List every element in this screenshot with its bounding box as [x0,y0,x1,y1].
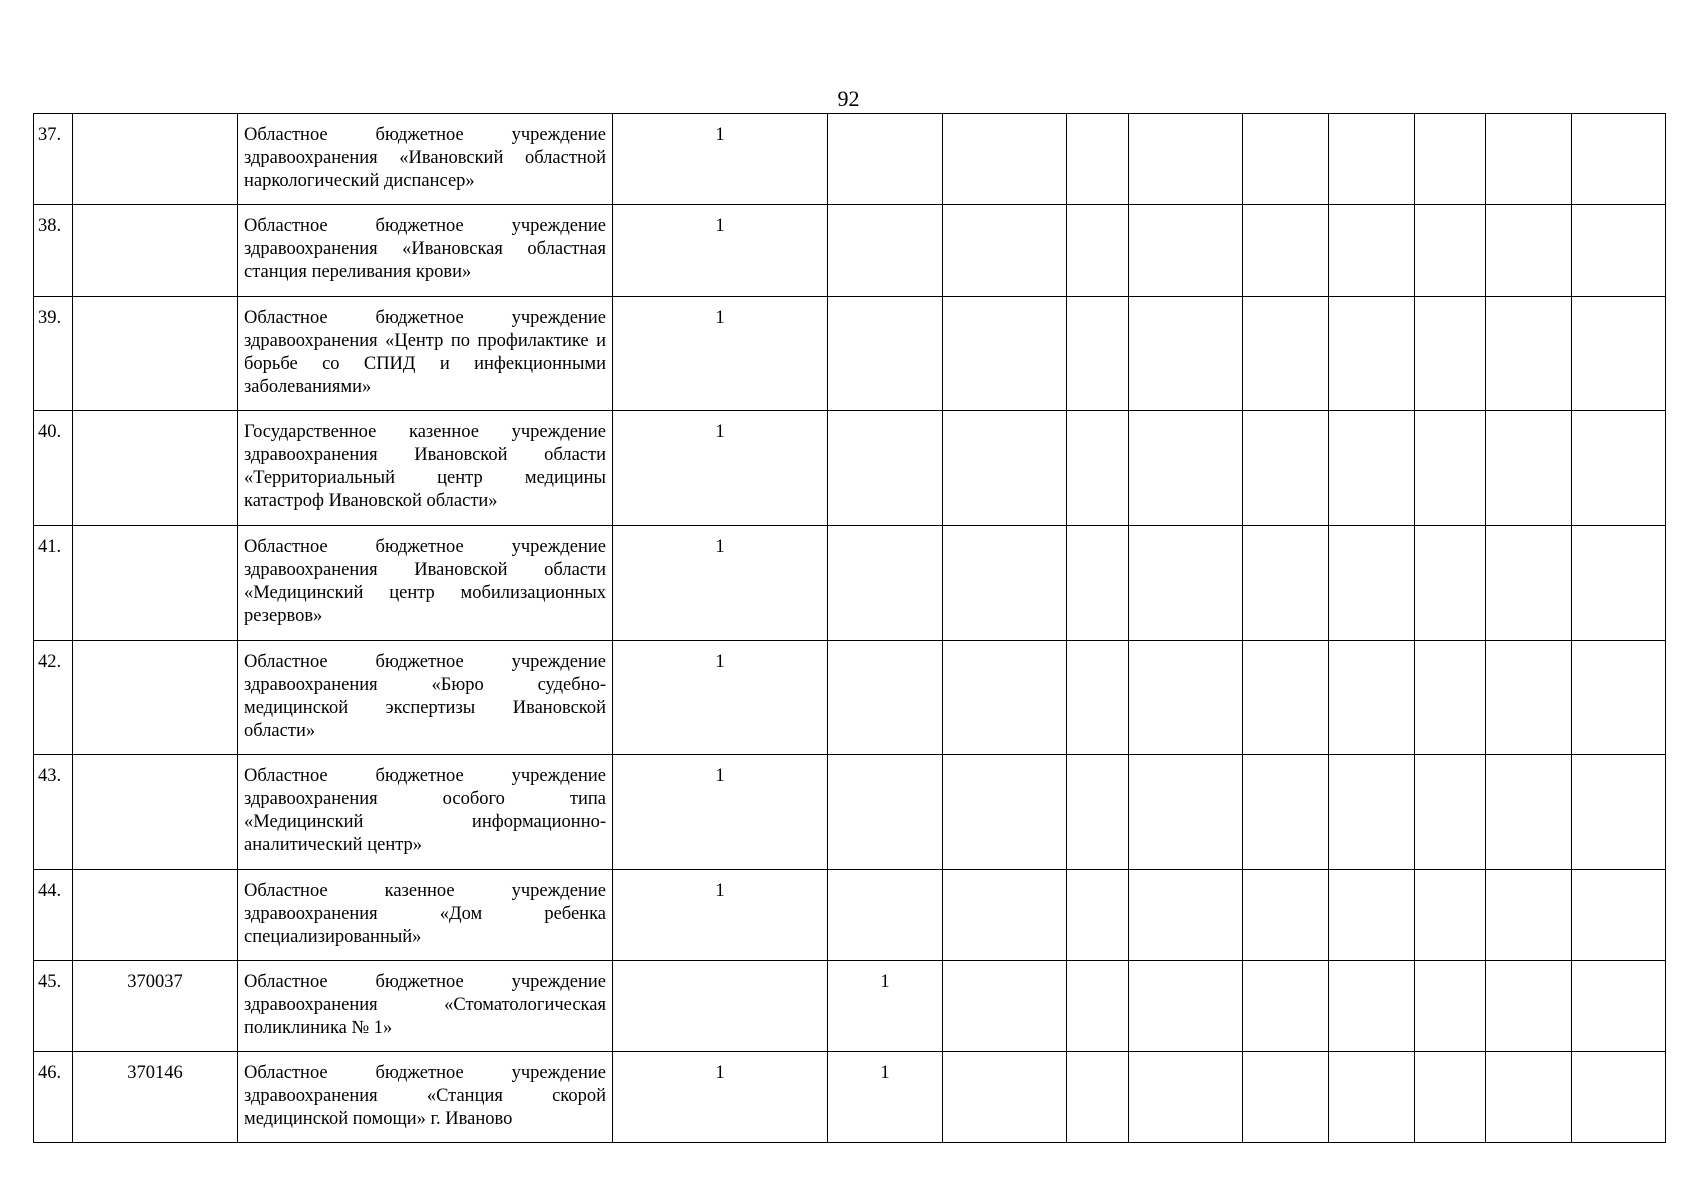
empty-cell [943,961,1067,1052]
row-code [73,755,238,870]
table-row [34,297,1666,411]
empty-cell [1129,297,1243,411]
row-number: 46. [34,1052,73,1143]
empty-cell [943,411,1067,526]
empty-cell [1243,411,1329,526]
row-number: 43. [34,755,73,870]
empty-cell [1486,205,1572,297]
empty-cell [1067,205,1129,297]
empty-cell [1329,526,1415,641]
empty-cell [1067,526,1129,641]
value-cell: 1 [613,114,828,205]
value-cell [828,641,943,755]
empty-cell [1129,755,1243,870]
value-cell: 1 [613,297,828,411]
document-table [33,113,1666,1143]
row-code: 370037 [73,961,238,1052]
table-row [34,114,1666,205]
empty-cell [1243,526,1329,641]
empty-cell [1415,870,1486,961]
empty-cell [943,114,1067,205]
value-cell [828,870,943,961]
value-cell [828,755,943,870]
empty-cell [1067,961,1129,1052]
empty-cell [1415,411,1486,526]
row-number: 38. [34,205,73,297]
value-cell: 1 [828,961,943,1052]
row-code: 370146 [73,1052,238,1143]
institution-name: Областное бюджетное учреждение здравоохранения «Стоматологическая поликлиника № 1» [238,961,613,1052]
value-cell [828,411,943,526]
institution-name: Областное казенное учреждение здравоохранения «Дом ребенка специализированный» [238,870,613,961]
empty-cell [1415,526,1486,641]
empty-cell [1486,641,1572,755]
table-row [34,1052,1666,1143]
empty-cell [1067,114,1129,205]
empty-cell [1129,205,1243,297]
table-row [34,411,1666,526]
empty-cell [943,641,1067,755]
empty-cell [1329,205,1415,297]
empty-cell [1243,205,1329,297]
empty-cell [1415,114,1486,205]
empty-cell [1415,961,1486,1052]
empty-cell [1067,411,1129,526]
empty-cell [1486,755,1572,870]
institution-name: Областное бюджетное учреждение здравоохранения «Центр по профилактике и борьбе со СПИД и инфекционными заболеваниями» [238,297,613,411]
empty-cell [1572,411,1666,526]
value-cell [828,297,943,411]
empty-cell [1129,961,1243,1052]
empty-cell [943,1052,1067,1143]
empty-cell [1486,114,1572,205]
empty-cell [1243,114,1329,205]
empty-cell [943,755,1067,870]
empty-cell [1572,755,1666,870]
row-number: 45. [34,961,73,1052]
row-code [73,870,238,961]
table-row [34,755,1666,870]
value-cell: 1 [613,641,828,755]
empty-cell [1067,641,1129,755]
institution-name: Областное бюджетное учреждение здравоохранения «Ивановская областная станция переливания крови» [238,205,613,297]
row-code [73,205,238,297]
empty-cell [1486,526,1572,641]
row-number: 37. [34,114,73,205]
value-cell: 1 [613,205,828,297]
table-row [34,870,1666,961]
empty-cell [1572,1052,1666,1143]
empty-cell [1243,755,1329,870]
row-code [73,411,238,526]
row-number: 41. [34,526,73,641]
empty-cell [1415,641,1486,755]
institution-name: Областное бюджетное учреждение здравоохранения особого типа «Медицинский информационно-аналитический центр» [238,755,613,870]
empty-cell [1243,297,1329,411]
empty-cell [1329,411,1415,526]
empty-cell [1486,961,1572,1052]
empty-cell [1329,870,1415,961]
empty-cell [1243,1052,1329,1143]
empty-cell [1067,1052,1129,1143]
table-row [34,526,1666,641]
row-number: 39. [34,297,73,411]
empty-cell [943,205,1067,297]
empty-cell [1329,641,1415,755]
empty-cell [1129,526,1243,641]
institution-name: Областное бюджетное учреждение здравоохранения Ивановской области «Медицинский центр мобилизационных резервов» [238,526,613,641]
value-cell: 1 [828,1052,943,1143]
empty-cell [1572,641,1666,755]
empty-cell [1572,297,1666,411]
empty-cell [1129,1052,1243,1143]
institution-name: Областное бюджетное учреждение здравоохранения «Станция скорой медицинской помощи» г. Иваново [238,1052,613,1143]
page-number: 92 [837,86,860,111]
empty-cell [1486,1052,1572,1143]
empty-cell [1129,641,1243,755]
empty-cell [1329,1052,1415,1143]
value-cell [828,114,943,205]
empty-cell [943,526,1067,641]
empty-cell [1329,114,1415,205]
empty-cell [1415,205,1486,297]
empty-cell [1572,961,1666,1052]
empty-cell [1486,870,1572,961]
row-number: 44. [34,870,73,961]
value-cell: 1 [613,526,828,641]
empty-cell [1067,297,1129,411]
empty-cell [1243,870,1329,961]
empty-cell [1486,411,1572,526]
empty-cell [1243,961,1329,1052]
empty-cell [1572,114,1666,205]
empty-cell [1572,205,1666,297]
empty-cell [943,870,1067,961]
empty-cell [1415,755,1486,870]
value-cell: 1 [613,411,828,526]
value-cell: 1 [613,870,828,961]
row-code [73,297,238,411]
value-cell [613,961,828,1052]
institution-name: Государственное казенное учреждение здравоохранения Ивановской области «Территориальный центр медицины катастроф Ивановской области» [238,411,613,526]
empty-cell [1415,297,1486,411]
table-row [34,961,1666,1052]
empty-cell [1067,755,1129,870]
empty-cell [1329,755,1415,870]
value-cell: 1 [613,755,828,870]
table-row [34,205,1666,297]
institution-name: Областное бюджетное учреждение здравоохранения «Бюро судебно-медицинской экспертизы Ивановской области» [238,641,613,755]
empty-cell [1329,961,1415,1052]
empty-cell [943,297,1067,411]
empty-cell [1415,1052,1486,1143]
empty-cell [1129,870,1243,961]
row-code [73,114,238,205]
empty-cell [1243,641,1329,755]
row-code [73,526,238,641]
empty-cell [1329,297,1415,411]
value-cell: 1 [613,1052,828,1143]
empty-cell [1486,297,1572,411]
row-number: 40. [34,411,73,526]
row-code [73,641,238,755]
value-cell [828,205,943,297]
empty-cell [1129,411,1243,526]
value-cell [828,526,943,641]
institution-name: Областное бюджетное учреждение здравоохранения «Ивановский областной наркологический диспансер» [238,114,613,205]
table-row [34,641,1666,755]
empty-cell [1572,526,1666,641]
empty-cell [1129,114,1243,205]
empty-cell [1067,870,1129,961]
empty-cell [1572,870,1666,961]
row-number: 42. [34,641,73,755]
